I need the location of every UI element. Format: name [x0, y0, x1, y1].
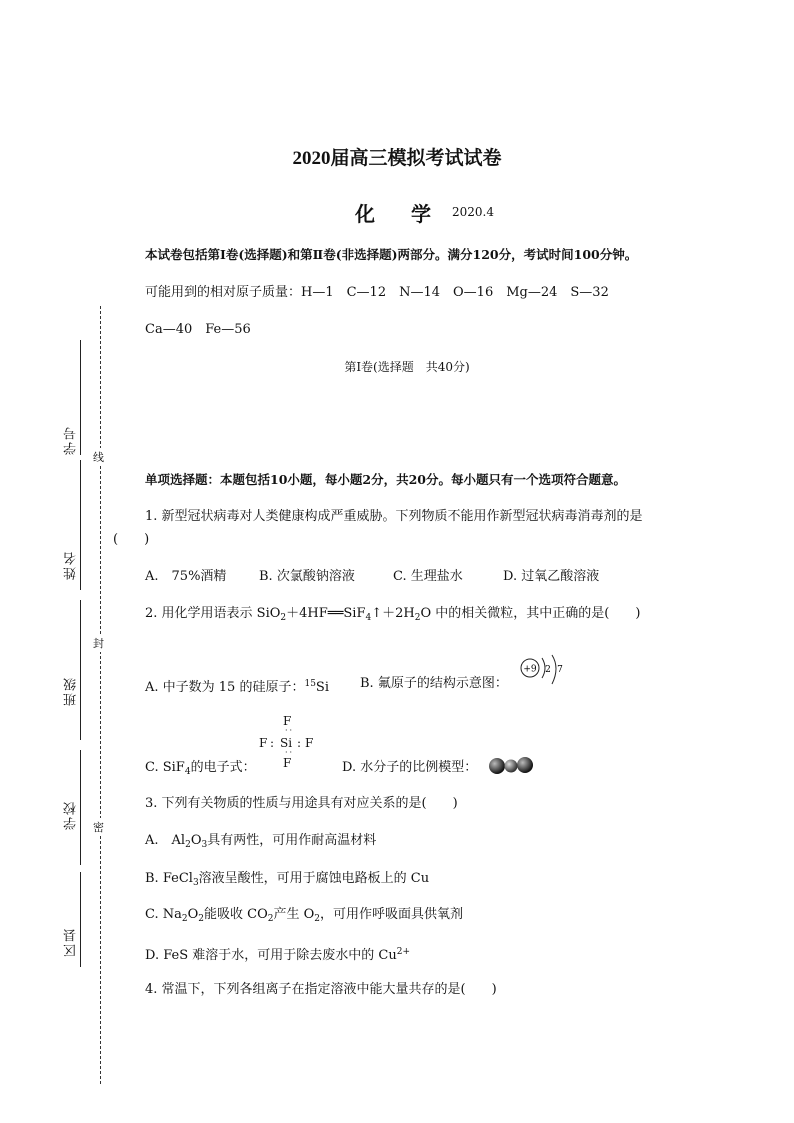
electron-dots-top: ··: [285, 726, 295, 735]
shell-1-electrons: 2: [545, 665, 551, 675]
q2-stem-part: 2. 用化学用语表示 SiO: [145, 606, 281, 621]
subscript: 2: [181, 914, 188, 924]
subject-char-2: 学: [411, 202, 431, 226]
class-label: 班级: [64, 676, 79, 706]
q2-option-c: [145, 759, 256, 781]
q1-option-a: A. 75%酒精: [145, 569, 227, 584]
fluorine-right: F: [305, 736, 314, 750]
subscript: 4: [184, 767, 191, 777]
subscript: 3: [192, 878, 199, 888]
atom-left: [489, 758, 505, 774]
seal-char-line: 线: [93, 448, 104, 466]
q2-stem-part: O 中的相关微粒，其中正确的是( ): [420, 606, 641, 621]
q2-option-a: [145, 675, 329, 697]
electron-shell-2: [552, 655, 556, 684]
fluorine-left: F: [259, 736, 268, 750]
class-blank: [80, 600, 81, 740]
nucleus-charge: +9: [523, 664, 537, 675]
fluorine-atom-diagram: [518, 652, 568, 690]
subscript: 4: [365, 613, 372, 623]
subscript: 2: [267, 914, 274, 924]
q2-option-b: B. 氟原子的结构示意图：: [360, 676, 508, 691]
shell-2-electrons: 7: [557, 665, 563, 675]
q3-option-c: [145, 906, 463, 928]
name-label: 姓名: [64, 550, 79, 580]
q2-option-d: D. 水分子的比例模型：: [342, 760, 478, 775]
q1-option-d: D. 过氧乙酸溶液: [503, 569, 600, 584]
seal-char-secret: 密: [93, 818, 104, 836]
q1-stem: 1. 新型冠状病毒对人类健康构成严重威胁。下列物质不能用作新型冠状病毒消毒剂的是: [145, 509, 643, 524]
sif4-electron-formula: [257, 712, 319, 772]
element-symbol: Si: [315, 680, 329, 695]
q3-option-a-text: O: [190, 833, 202, 848]
intro-line-1: 本试卷包括第Ⅰ卷(选择题)和第Ⅱ卷(非选择题)两部分。满分120分，考试时间100分钟。: [145, 247, 638, 262]
q1-answer-paren: ( ): [113, 532, 150, 547]
q3-option-b-text: 溶液呈酸性，可用于腐蚀电路板上的 Cu: [198, 871, 430, 886]
q3-option-a-text: A. Al: [145, 833, 186, 848]
intro-line-3: Ca—40 Fe—56: [145, 322, 251, 337]
q3-stem: 3. 下列有关物质的性质与用途具有对应关系的是( ): [145, 796, 458, 811]
superscript: 2+: [396, 947, 410, 957]
q3-option-c-text: C. Na: [145, 907, 182, 922]
subscript: 2: [280, 613, 287, 623]
atom-center: [505, 760, 518, 773]
subscript: 3: [201, 840, 208, 850]
q3-option-c-text: O: [187, 907, 199, 922]
exam-date: 2020.4: [452, 205, 494, 219]
q3-option-d: [145, 943, 410, 965]
q3-option-c-text: 能吸收 CO: [204, 907, 268, 922]
subject-char-1: 化: [355, 202, 375, 226]
q3-option-a-text: 具有两性，可用作耐高温材料: [207, 833, 377, 848]
electron-pair-right: :: [297, 736, 302, 750]
binding-dashed-line: [100, 306, 101, 1084]
student-id-label: 学号: [64, 425, 79, 455]
intro-line-2: 可能用到的相对原子质量：H—1 C—12 N—14 O—16 Mg—24 S—32: [145, 285, 609, 300]
q2-stem: [145, 605, 640, 627]
subscript: 2: [185, 840, 191, 850]
school-label: 学校: [64, 800, 79, 830]
q3-option-d-text: D. FeS 难溶于水，可用于除去废水中的 Cu: [145, 948, 397, 963]
q2-stem-part: ↑＋2H: [371, 606, 415, 621]
silicon-center: Si: [280, 736, 293, 750]
q3-option-a: [145, 832, 376, 854]
subscript: 2: [314, 914, 321, 924]
electron-pair-left: :: [270, 736, 275, 750]
district-label: 区县: [64, 927, 79, 957]
q4-stem: 4. 常温下，下列各组离子在指定溶液中能大量共存的是( ): [145, 982, 497, 997]
subject-name: [355, 198, 431, 227]
fluorine-top: F: [283, 714, 292, 728]
seal-char-seal: 封: [93, 634, 104, 652]
q3-option-c-text: ，可用作呼吸面具供氧剂: [320, 907, 464, 922]
water-space-filling-model: [487, 756, 535, 776]
q2-stem-part: ＋4HF══SiF: [286, 606, 366, 621]
q3-option-b: [145, 870, 429, 892]
q1-option-b: B. 次氯酸钠溶液: [259, 569, 355, 584]
atom-right: [517, 757, 533, 773]
q2-option-a-text: A. 中子数为 15 的硅原子：: [145, 680, 305, 695]
q2-option-c-text: 的电子式：: [190, 760, 256, 775]
q3-option-b-text: B. FeCl: [145, 871, 193, 886]
electron-dots-bottom: ··: [285, 748, 295, 757]
exam-title: 2020届高三模拟考试试卷: [292, 148, 502, 169]
fluorine-bottom: F: [283, 756, 292, 770]
q2-option-c-text: C. SiF: [145, 760, 185, 775]
section-title: 第Ⅰ卷(选择题 共40分): [344, 360, 470, 374]
q1-option-c: C. 生理盐水: [393, 569, 463, 584]
q3-option-c-text: 产生 O: [273, 907, 315, 922]
mass-number: 15: [304, 679, 316, 689]
instructions: 单项选择题：本题包括10小题，每小题2分，共20分。每小题只有一个选项符合题意。: [145, 472, 626, 487]
subscript: 2: [414, 613, 421, 623]
subscript: 2: [198, 914, 205, 924]
